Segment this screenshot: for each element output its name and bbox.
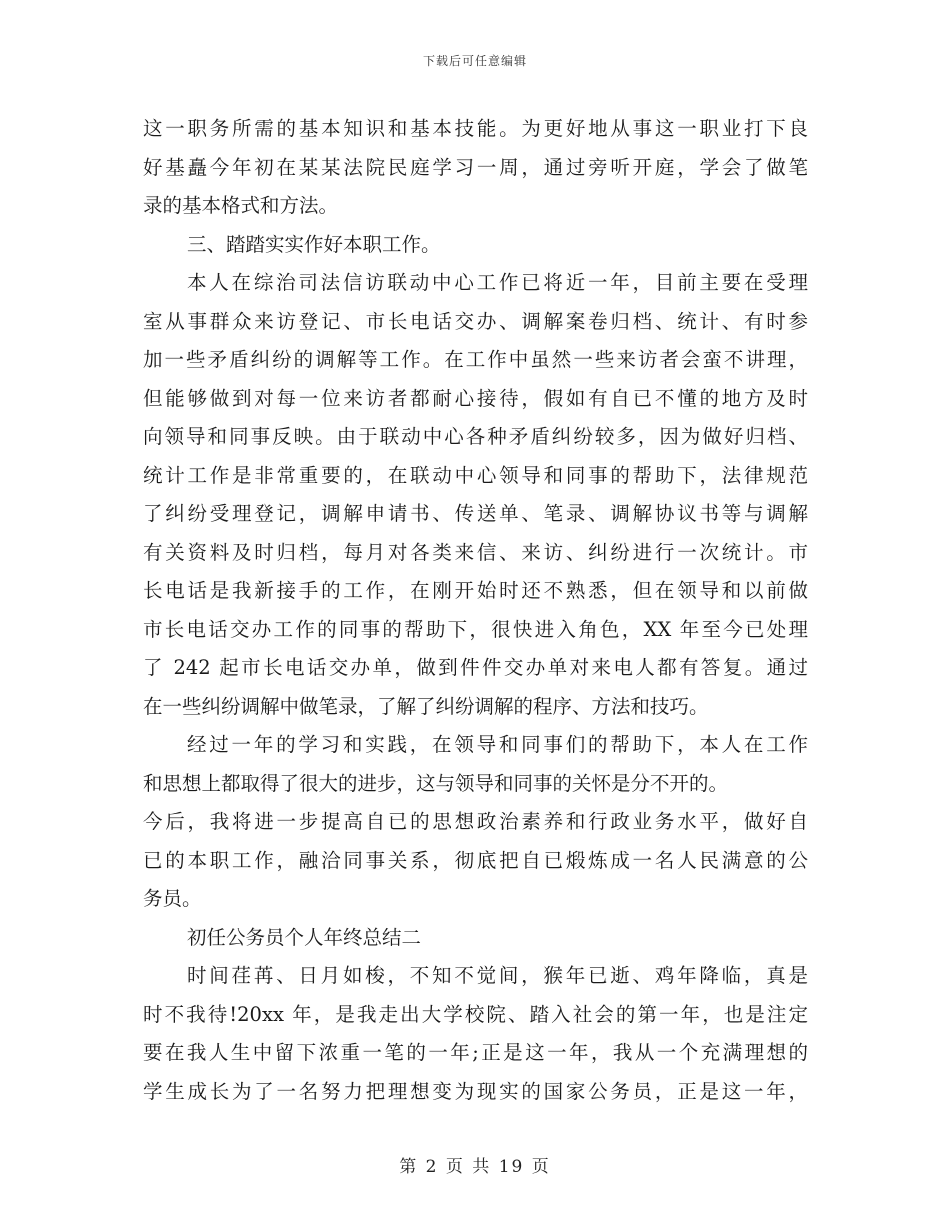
text-line: 今后，我将进一步提高自已的思想政治素养和行政业务水平，做好自 (143, 810, 808, 833)
text-line: 了纠纷受理登记，调解申请书、传送单、笔录、调解协议书等与调解 (143, 502, 808, 525)
text-line: 好基矗今年初在某某法院民庭学习一周，通过旁听开庭，学会了做笔 (143, 155, 808, 179)
text-line: 要在我人生中留下浓重一笔的一年;正是这一年，我从一个充满理想的 (143, 1041, 808, 1064)
page-header: 下载后可任意编辑 (422, 54, 527, 68)
text-line: 时间荏苒、日月如梭，不知不觉间，猴年已逝、鸡年降临，真是 (187, 964, 808, 987)
text-line: 学生成长为了一名努力把理想变为现实的国家公务员，正是这一年， (143, 1079, 808, 1103)
text-line: 和思想上都取得了很大的进步，这与领导和同事的关怀是分不开的。 (143, 771, 729, 795)
text-line: 加一些矛盾纠纷的调解等工作。在工作中虽然一些来访者会蛮不讲理， (143, 348, 808, 371)
text-line: 这一职务所需的基本知识和基本技能。为更好地从事这一职业打下良 (143, 117, 808, 140)
text-line: 时不我待!20xx 年，是我走出大学校院、踏入社会的第一年，也是注定 (143, 1002, 808, 1026)
text-line: 本人在综治司法信访联动中心工作已将近一年，目前主要在受理 (187, 271, 808, 294)
text-line: 录的基本格式和方法。 (143, 194, 339, 217)
text-line: 已的本职工作，融洽同事关系，彻底把自已煅炼成一名人民满意的公 (143, 848, 808, 872)
text-line: 向领导和同事反映。由于联动中心各种矛盾纠纷较多，因为做好归档、 (143, 425, 808, 448)
text-line: 统计工作是非常重要的，在联动中心领导和同事的帮助下，法律规范 (143, 463, 808, 487)
text-line: 了 242 起市长电话交办单，做到件件交办单对来电人都有答复。通过 (143, 656, 808, 679)
text-line: 务员。 (143, 887, 202, 910)
text-line: 有关资料及时归档，每月对各类来信、来访、纠纷进行一次统计。市 (143, 540, 808, 564)
document-body (143, 110, 808, 1111)
text-line: 长电话是我新接手的工作，在刚开始时还不熟悉，但在领导和以前做 (143, 579, 808, 602)
text-line: 初任公务员个人年终总结二 (187, 925, 422, 949)
text-line: 在一些纠纷调解中做笔录，了解了纠纷调解的程序、方法和技巧。 (143, 694, 709, 718)
text-line: 经过一年的学习和实践，在领导和同事们的帮助下，本人在工作 (187, 733, 808, 756)
text-line: 三、踏踏实实作好本职工作。 (187, 232, 441, 256)
text-line: 市长电话交办工作的同事的帮助下，很快进入角色，XX 年至今已处理 (143, 617, 808, 641)
page-footer: 第 2 页 共 19 页 (399, 1157, 551, 1177)
text-line: 室从事群众来访登记、市长电话交办、调解案卷归档、统计、有时参 (143, 309, 808, 333)
text-line: 但能够做到对每一位来访者都耐心接待，假如有自已不懂的地方及时 (143, 386, 808, 410)
